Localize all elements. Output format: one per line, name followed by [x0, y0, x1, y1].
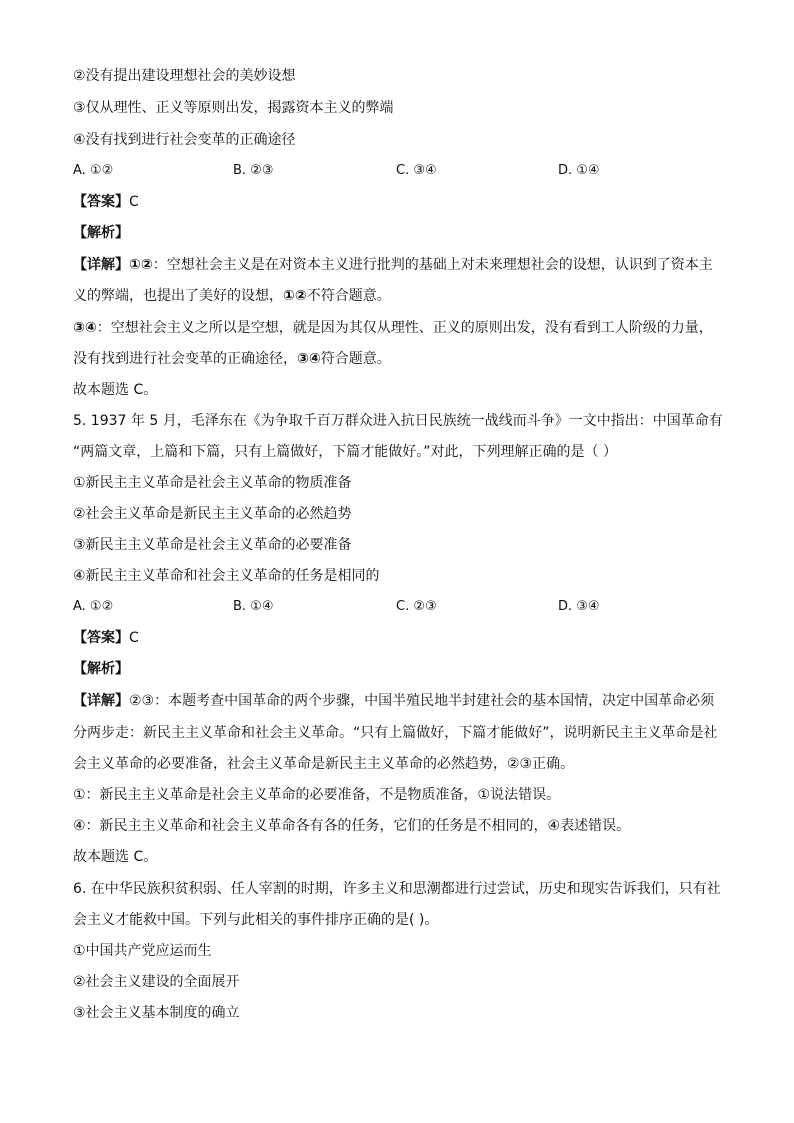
q4-detail-line-1: [73, 255, 723, 275]
detail-text: 不符合题意。: [306, 288, 391, 304]
q6-item-1: ①中国共产党应运而生: [73, 943, 212, 959]
item-marker: ③④: [297, 351, 321, 367]
q5-item-4: ④新民主主义革命和社会主义革命的任务是相同的: [73, 568, 380, 584]
answer-value: C: [129, 630, 139, 646]
detail-tag: 【详解】: [73, 257, 129, 273]
detail-text: 符合题意。: [320, 351, 391, 367]
q4-detail-line-2: [73, 286, 723, 306]
detail-text: 没有找到进行社会变革的正确途径，: [73, 351, 297, 367]
q5-item-1: ①新民主主义革命是社会主义革命的物质准备: [73, 475, 352, 491]
q4-option-d: D. ①④: [558, 163, 600, 178]
q4-option-a: A. ①②: [73, 163, 114, 178]
q4-item-2: ②没有提出建设理想社会的美妙设想: [73, 68, 296, 84]
q5-option-c: C. ②③: [396, 599, 437, 614]
q4-option-b: B. ②③: [233, 163, 274, 178]
answer-tag: 【答案】: [73, 630, 129, 646]
q5-option-d: D. ③④: [558, 599, 600, 614]
q5-stem-line-1: 5. 1937 年 5 月，毛泽东在《为争取千百万群众进入抗日民族统一战线而斗争》一文中指出：中国革命有: [73, 413, 723, 429]
q4-detail-line-3: [73, 318, 723, 338]
q5-conclusion: 故本题选 C。: [73, 849, 158, 865]
q6-stem-line-2: 会主义才能救中国。下列与此相关的事件排序正确的是( )。: [73, 912, 439, 928]
q5-option-a: A. ①②: [73, 599, 114, 614]
q5-detail-line-5: ④：新民主主义革命和社会主义革命各有各的任务，它们的任务是不相同的，④表述错误。: [73, 818, 631, 834]
detail-text: 义的弊端，也提出了美好的设想，: [73, 288, 283, 304]
q4-answer: [73, 192, 723, 212]
q5-detail-line-3: 会主义革命的必要准备，社会主义革命是新民主主义革命的必然趋势，②③正确。: [73, 756, 575, 772]
item-marker: ①②: [129, 257, 153, 273]
answer-tag: 【答案】: [73, 194, 129, 210]
q4-option-c: C. ③④: [396, 163, 437, 178]
q6-item-3: ③社会主义基本制度的确立: [73, 1005, 240, 1021]
q5-option-b: B. ①④: [233, 599, 274, 614]
detail-text: ：空想社会主义是在对资本主义进行批判的基础上对未来理想社会的设想，认识到了资本主: [152, 257, 713, 273]
q5-item-2: ②社会主义革命是新民主主义革命的必然趋势: [73, 506, 352, 522]
q5-detail-line-1: [73, 691, 723, 711]
q4-item-4: ④没有找到进行社会变革的正确途径: [73, 132, 296, 148]
q4-analysis-tag: 【解析】: [73, 225, 129, 241]
q5-detail-line-2: 分两步走：新民主主义革命和社会主义革命。“只有上篇做好，下篇才能做好”，说明新民主主义革命是社: [73, 725, 718, 741]
q5-analysis-tag: 【解析】: [73, 661, 129, 677]
q5-stem-line-2: “两篇文章，上篇和下篇，只有上篇做好，下篇才能做好。”对此，下列理解正确的是（ ）: [73, 444, 617, 460]
detail-text: ：空想社会主义之所以是空想，就是因为其仅从理性、正义的原则出发，没有看到工人阶级的力量，: [96, 320, 713, 336]
q4-conclusion: 故本题选 C。: [73, 382, 158, 398]
q6-stem-line-1: 6. 在中华民族积贫积弱、任人宰割的时期，许多主义和思潮都进行过尝试，历史和现实告诉我们，只有社: [73, 881, 721, 897]
item-marker: ③④: [73, 320, 97, 336]
detail-text: ②③：本题考查中国革命的两个步骤，中国半殖民地半封建社会的基本国情，决定中国革命必须: [129, 693, 715, 709]
q4-item-3: ③仅从理性、正义等原则出发，揭露资本主义的弊端: [73, 100, 394, 116]
answer-value: C: [129, 194, 139, 210]
q5-answer: [73, 628, 723, 648]
q6-item-2: ②社会主义建设的全面展开: [73, 974, 240, 990]
detail-tag: 【详解】: [73, 693, 129, 709]
q5-detail-line-4: ①：新民主主义革命是社会主义革命的必要准备，不是物质准备，①说法错误。: [73, 787, 561, 803]
item-marker: ①②: [283, 288, 307, 304]
q5-item-3: ③新民主主义革命是社会主义革命的必要准备: [73, 537, 352, 553]
q4-detail-line-4: [73, 349, 723, 369]
